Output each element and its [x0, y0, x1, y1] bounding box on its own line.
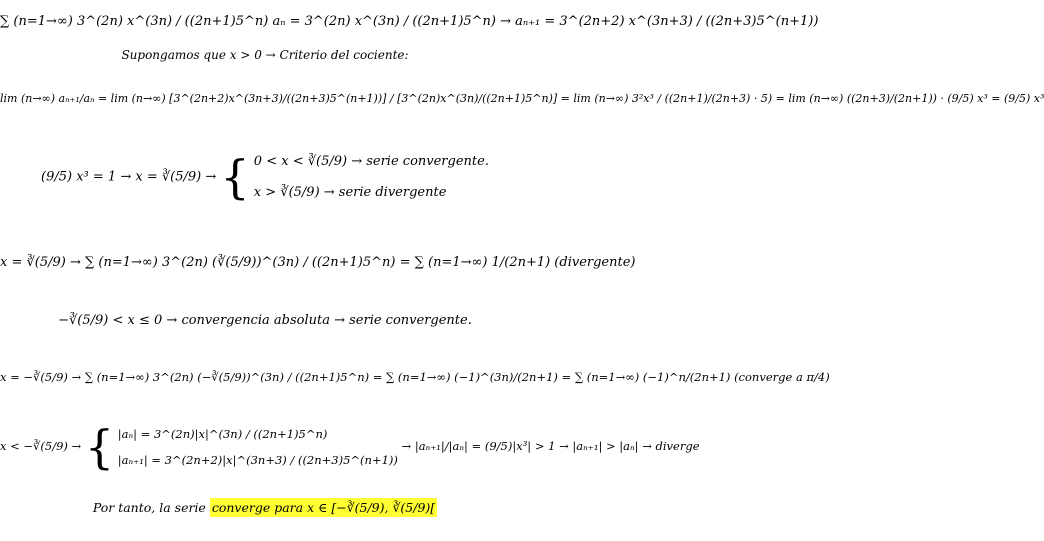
case-divergent: x > ∛(5/9) → serie divergente [253, 185, 447, 200]
absolute-convergence-line [0, 313, 530, 328]
conclusion-prefix: Por tanto, la serie [92, 500, 206, 515]
negative-endpoint-line [0, 370, 830, 384]
abs-ratio: → |aₙ₊₁|/|aₙ| = (9/5)|x³| > 1 → |aₙ₊₁| > |aₙ| → diverge [401, 439, 700, 453]
divergence-line [0, 420, 700, 474]
left-brace-2: { [84, 420, 115, 474]
root-solution: (9/5) x³ = 1 → x = ∛(5/9) → [41, 169, 217, 185]
left-brace: { [220, 150, 250, 204]
conclusion-highlight: converge para x ∈ [−∛(5/9), ∛(5/9)[ [211, 500, 436, 515]
abs-terms [118, 427, 398, 467]
case-list [254, 154, 489, 200]
case-split-line [0, 150, 530, 204]
positive-endpoint: x = ∛(5/9) → ∑ (n=1→∞) 3^(2n) (∛(5/9))^(3n) / ((2n+1)5^n) = ∑ (n=1→∞) 1/(2n+1) (divergente) [0, 255, 636, 270]
abs-an: |aₙ| = 3^(2n)|x|^(3n) / ((2n+1)5^n) [117, 427, 328, 441]
divergence-condition: x < −∛(5/9) → [0, 439, 82, 453]
negative-endpoint: x = −∛(5/9) → ∑ (n=1→∞) 3^(2n) (−∛(5/9))^(3n) / ((2n+1)5^n) = ∑ (n=1→∞) (−1)^(3n)/(2n+1) = ∑ (n=1→∞) (−1)^n/(2n+1) (converge a π/4) [0, 370, 830, 384]
abs-an1: |aₙ₊₁| = 3^(2n+2)|x|^(3n+3) / ((2n+3)5^(n+1)) [117, 453, 398, 467]
series-definition-line [0, 14, 819, 29]
ratio-test-assumption: Supongamos que x > 0 → Criterio del cociente: [121, 48, 409, 62]
absolute-convergence: −∛(5/9) < x ≤ 0 → convergencia absoluta → serie convergente. [58, 313, 472, 328]
ratio-limit: lim (n→∞) aₙ₊₁/aₙ = lim (n→∞) [3^(2n+2)x^(3n+3)/((2n+3)5^(n+1))] / [3^(2n)x^(3n)/((2n+1)5^n)] = lim (n→∞) 3²x³ / ((2n+1)/(2n+3) · 5) = lim (n→∞) ((2n+3)/(2n+1)) · (9/5) x³ = (9/5) x³ [0, 92, 1044, 105]
series-definition: ∑ (n=1→∞) 3^(2n) x^(3n) / ((2n+1)5^n) aₙ = 3^(2n) x^(3n) / ((2n+1)5^n) → aₙ₊₁ = 3^(2n+2) x^(3n+3) / ((2n+3)5^(n+1)) [0, 14, 819, 29]
conclusion-line [0, 500, 530, 515]
positive-endpoint-line [0, 255, 636, 270]
assumption-line [0, 48, 530, 62]
ratio-limit-line [0, 92, 1044, 105]
case-convergent: 0 < x < ∛(5/9) → serie convergente. [253, 154, 489, 169]
